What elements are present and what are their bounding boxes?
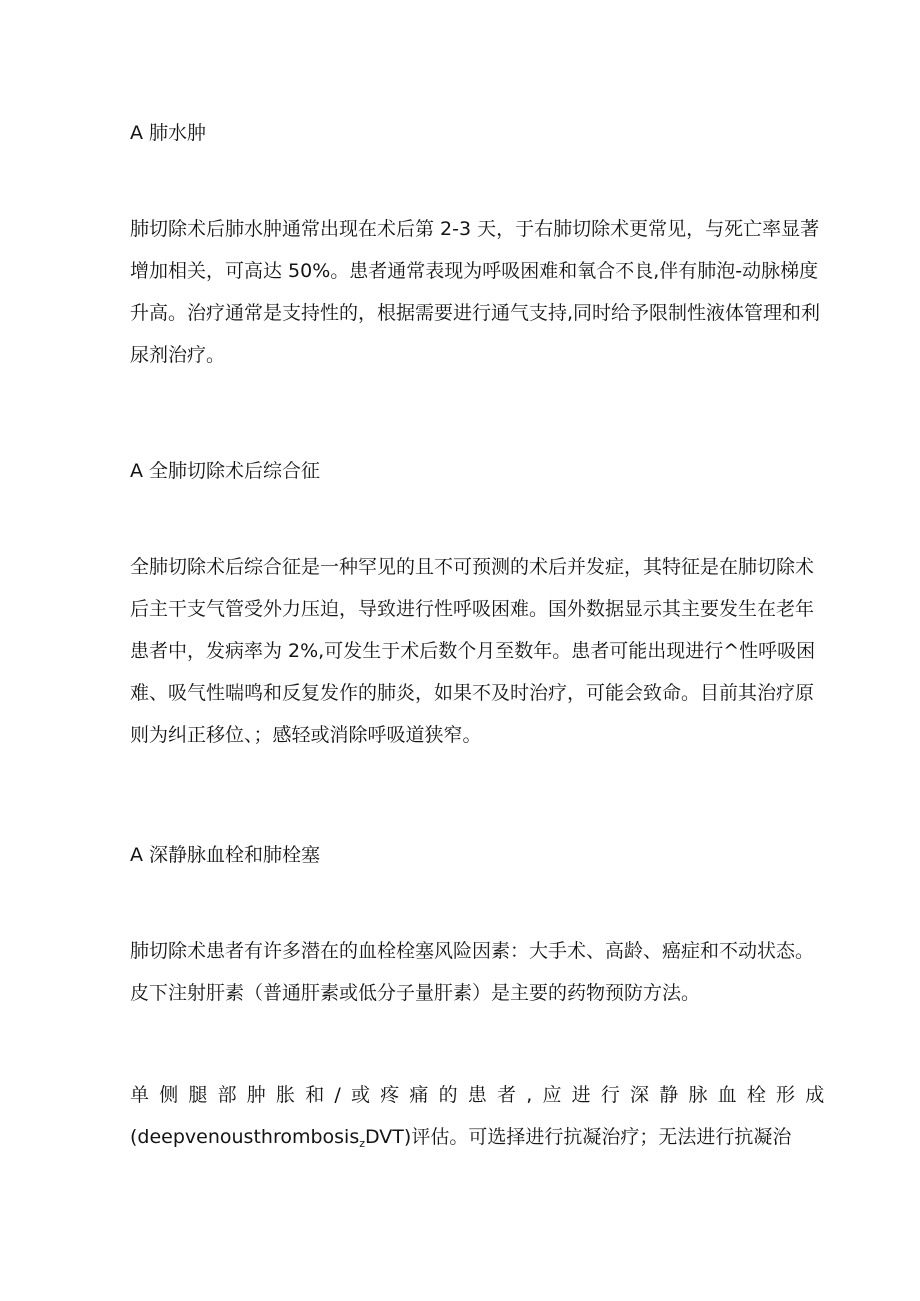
paragraph-dvt-risk [130,930,815,1014]
paragraph-line: 皮下注射肝素（普通肝素或低分子量肝素）是主要的药物预防方法。 [130,982,701,1004]
paragraph-line: 则为纠正移位、；感轻或消除呼吸道狭窄。 [130,724,482,746]
paragraph-post-pneumonectomy-syndrome [130,546,816,756]
heading-post-pneumonectomy-syndrome: A 全肺切除术后综合征 [130,460,321,482]
paragraph-line: 尿剂治疗。 [130,344,226,366]
paragraph-line: 升高。治疗通常是支持性的，根据需要进行通气支持,同时给予限制性液体管理和利 [130,302,821,324]
paragraph-line: 全肺切除术后综合征是一种罕见的且不可预测的术后并发症，其特征是在肺切除术 [130,556,815,578]
paragraph-line: 单侧腿部肿胀和/或疼痛的患者,应进行深静脉血栓形成 [130,1084,835,1106]
heading-dvt-pe: A 深静脉血栓和肺栓塞 [130,844,321,866]
paragraph-line: 患者中，发病率为 2%,可发生于术后数个月至数年。患者可能出现进行^性呼吸困 [130,640,816,662]
subscript-char: z [359,1137,366,1150]
paragraph-line: 难、吸气性喘鸣和反复发作的肺炎，如果不及时治疗，可能会致命。目前其治疗原 [130,682,815,704]
paragraph-pulmonary-edema [130,208,821,376]
paragraph-dvt-assessment [130,1074,835,1158]
paragraph-line: 肺切除术患者有许多潜在的血栓栓塞风险因素：大手术、高龄、癌症和不动状态。 [130,940,815,962]
paragraph-line: 后主干支气管受外力压迫，导致进行性呼吸困难。国外数据显示其主要发生在老年 [130,598,815,620]
heading-pulmonary-edema: A 肺水肿 [130,122,207,144]
paragraph-line: (deepvenousthrombosis$_z$DVT)评估。可选择进行抗凝治疗；无法进行抗凝治 [130,1126,792,1150]
paragraph-line: 增加相关，可高达 50%。患者通常表现为呼吸困难和氧合不良,伴有肺泡-动脉梯度 [130,260,819,282]
paragraph-line: 肺切除术后肺水肿通常出现在术后第 2-3 天，于右肺切除术更常见，与死亡率显著 [130,218,820,240]
